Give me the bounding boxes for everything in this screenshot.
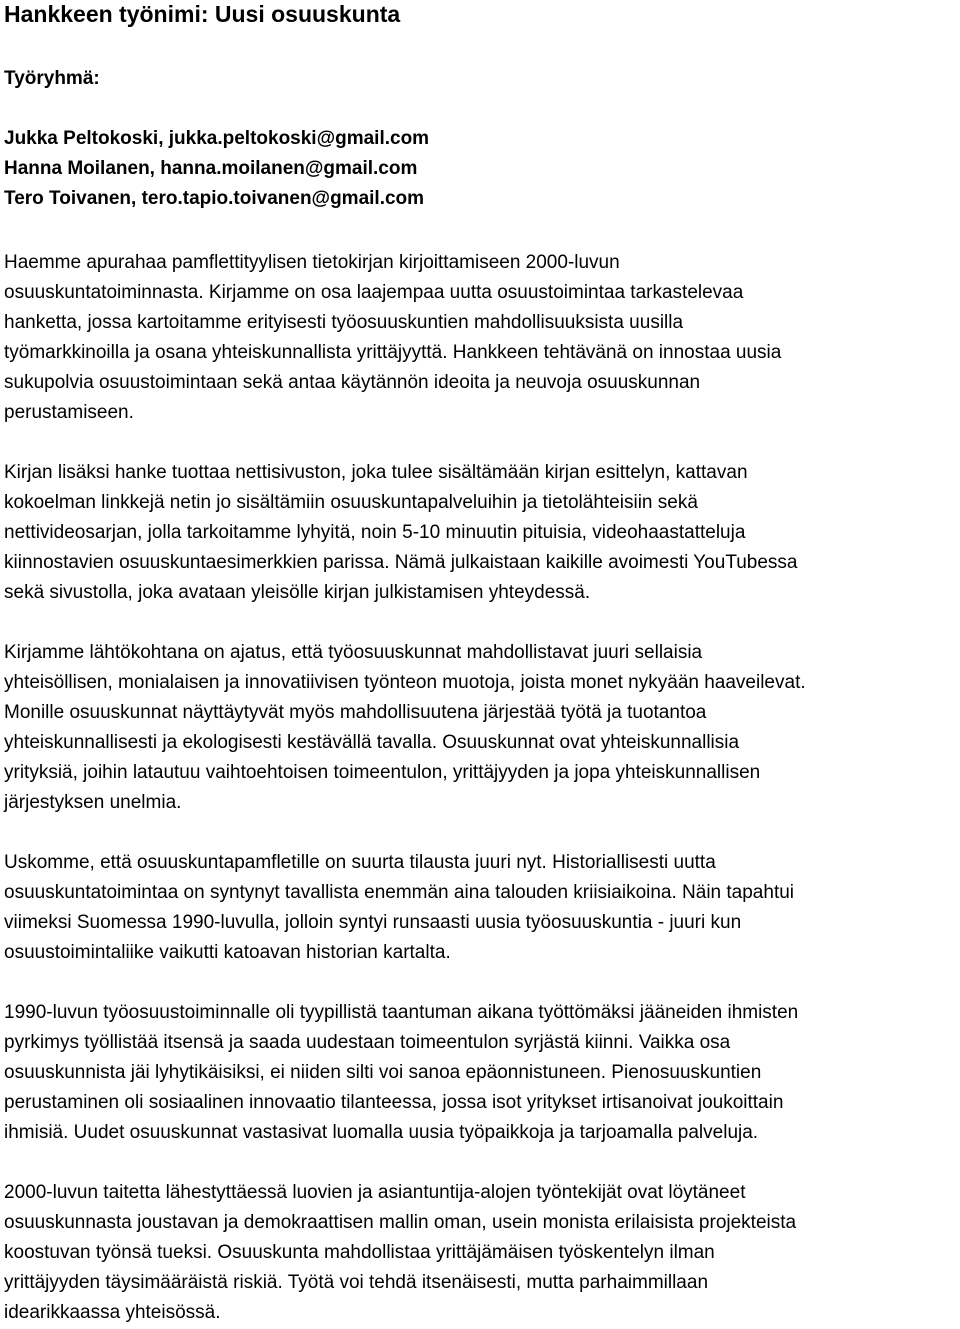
team-member: Jukka Peltokoski, jukka.peltokoski@gmail.com bbox=[4, 128, 430, 149]
text-line: osuuskuntatoimintaa on syntynyt tavallista enemmän aina talouden kriisiaikoina. Näin tapahtui bbox=[4, 882, 795, 903]
paragraph-2000s bbox=[4, 1178, 956, 1328]
text-line: 2000-luvun taitetta lähestyttäessä luovien ja asiantuntija-alojen työntekijät ovat löytäneet bbox=[4, 1182, 746, 1203]
text-line: Monille osuuskunnat näyttäytyvät myös mahdollisuutena järjestää työtä ja tuotantoa bbox=[4, 702, 707, 723]
text-line: sekä sivustolla, joka avataan yleisölle kirjan julkistamisen yhteydessä. bbox=[4, 582, 591, 603]
text-line: koostuvan työnsä tueksi. Osuuskunta mahdollistaa yrittäjämäisen työskentelyn ilman bbox=[4, 1242, 715, 1263]
text-line: osuuskunnasta joustavan ja demokraattisen mallin oman, usein monista erilaisista projekteista bbox=[4, 1212, 797, 1233]
paragraph-website bbox=[4, 458, 956, 608]
text-line: hanketta, jossa kartoitamme erityisesti työosuuskuntien mahdollisuuksista uusilla bbox=[4, 312, 684, 333]
text-line: sukupolvia osuustoimintaan sekä antaa käytännön ideoita ja neuvoja osuuskunnan bbox=[4, 372, 701, 393]
text-line: Haemme apurahaa pamflettityylisen tietokirjan kirjoittamiseen 2000-luvun bbox=[4, 252, 620, 273]
team-heading: Työryhmä: bbox=[4, 68, 100, 89]
text-line: nettivideosarjan, jolla tarkoitamme lyhyitä, noin 5-10 minuutin pituisia, videohaastatteluja bbox=[4, 522, 746, 543]
text-line: Uskomme, että osuuskuntapamfletille on suurta tilausta juuri nyt. Historiallisesti uutta bbox=[4, 852, 716, 873]
text-line: viimeksi Suomessa 1990-luvulla, jolloin syntyi runsaasti uusia työosuuskuntia - juuri kun bbox=[4, 912, 742, 933]
text-line: 1990-luvun työosuustoiminnalle oli tyypillistä taantuman aikana työttömäksi jääneiden ihmisten bbox=[4, 1002, 799, 1023]
team-members-list bbox=[4, 124, 429, 214]
text-line: yhteisöllisen, monialaisen ja innovatiivisen työnteon muotoja, joista monet nykyään haaveilevat. bbox=[4, 672, 806, 693]
paragraph-starting-point bbox=[4, 638, 956, 818]
text-line: osuuskuntatoiminnasta. Kirjamme on osa laajempaa uutta osuustoimintaa tarkastelevaa bbox=[4, 282, 744, 303]
team-member: Hanna Moilanen, hanna.moilanen@gmail.com bbox=[4, 158, 418, 179]
text-line: järjestyksen unelmia. bbox=[4, 792, 182, 813]
text-line: kiinnostavien osuuskuntaesimerkkien parissa. Nämä julkaistaan kaikille avoimesti YouTubessa bbox=[4, 552, 798, 573]
document-title: Hankkeen työnimi: Uusi osuuskunta bbox=[4, 1, 401, 27]
text-line: Kirjan lisäksi hanke tuottaa nettisivuston, joka tulee sisältämään kirjan esittelyn, kattavan bbox=[4, 462, 748, 483]
text-line: perustaminen oli sosiaalinen innovaatio tilanteessa, jossa isot yritykset irtisanoivat joukoittain bbox=[4, 1092, 784, 1113]
text-line: perustamiseen. bbox=[4, 402, 134, 423]
team-member: Tero Toivanen, tero.tapio.toivanen@gmail.com bbox=[4, 188, 425, 209]
text-line: yrityksiä, joihin latautuu vaihtoehtoisen toimeentulon, yrittäjyyden ja jopa yhteiskunnallisen bbox=[4, 762, 761, 783]
text-line: idearikkaassa yhteisössä. bbox=[4, 1302, 221, 1323]
paragraph-grant-purpose bbox=[4, 248, 956, 428]
text-line: osuustoimintaliike vaikutti katoavan historian kartalta. bbox=[4, 942, 451, 963]
text-line: kokoelman linkkejä netin jo sisältämiin osuuskuntapalveluihin ja tietolähteisiin sekä bbox=[4, 492, 698, 513]
text-line: Kirjamme lähtökohtana on ajatus, että työosuuskunnat mahdollistavat juuri sellaisia bbox=[4, 642, 703, 663]
text-line: ihmisiä. Uudet osuuskunnat vastasivat luomalla uusia työpaikkoja ja tarjoamalla palveluja. bbox=[4, 1122, 759, 1143]
text-line: työmarkkinoilla ja osana yhteiskunnallista yrittäjyyttä. Hankkeen tehtävänä on innostaa uusia bbox=[4, 342, 782, 363]
text-line: osuuskunnista jäi lyhytikäisiksi, ei niiden silti voi sanoa epäonnistuneen. Pienosuuskuntien bbox=[4, 1062, 762, 1083]
paragraph-1990s bbox=[4, 998, 956, 1148]
text-line: yrittäjyyden täysimääräistä riskiä. Työtä voi tehdä itsenäisesti, mutta parhaimmillaan bbox=[4, 1272, 709, 1293]
text-line: pyrkimys työllistää itsensä ja saada uudestaan toimeentulon syrjästä kiinni. Vaikka osa bbox=[4, 1032, 731, 1053]
paragraph-demand bbox=[4, 848, 956, 968]
text-line: yhteiskunnallisesti ja ekologisesti kestävällä tavalla. Osuuskunnat ovat yhteiskunnallisia bbox=[4, 732, 740, 753]
